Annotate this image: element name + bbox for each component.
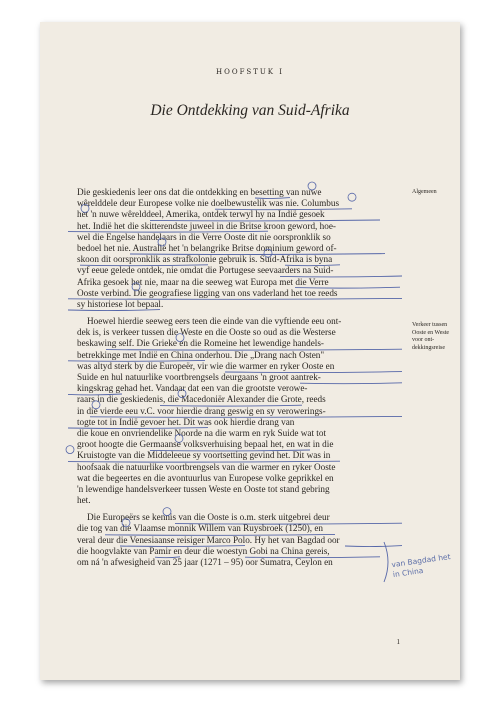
text-line: skoon dit oorspronklik as strafkolonie gebruik is. Suid-Afrika is byna — [77, 254, 333, 265]
text-line: raars in die geskiedenis, die Macedoniër Alexander die Grote, reeds — [77, 394, 326, 405]
text-line: het 'n nuwe wêrelddeel, Amerika, ontdek terwyl hy na Indië gesoek — [77, 209, 325, 220]
text-line: die tog van die Vlaamse monnik Willem van Ruysbroek (1250), en — [77, 523, 324, 534]
text-line: het. Indië het die skitterendste juweel in die Britse kroon geword, hoe- — [77, 220, 336, 231]
handwritten-margin-note: van Bagdad het in China — [390, 551, 452, 580]
text-line: in die vierde eeu v.C. voor hierdie drang geswig en sy verowerings- — [77, 405, 326, 416]
text-line: togte tot in Indië gevoer het. Dit was ook hierdie drang van — [77, 416, 295, 427]
text-line: die hoogvlakte van Pamir en deur die woestyn Gobi na China gereis, — [77, 545, 330, 556]
text-line: om ná 'n afwesigheid van 25 jaar (1271 – 95) oor Sumatra, Ceylon en — [77, 557, 333, 567]
text-line: veral deur die Venesiaanse reisiger Marco Polo. Hy het van Bagdad oor — [77, 534, 340, 545]
text-line: dek is, is verkeer tussen die Weste en die Ooste so oud as die Westerse — [77, 327, 336, 338]
text-line: kingskrag gehad het. Vandaar dat een van die grootste verowe- — [77, 383, 308, 394]
text-line: bedoel het nie. Australië het 'n belangrike Britse dominium geword of- — [77, 242, 337, 253]
text-line: hoofsaak die natuurlike voortbrengsels van die warmer en ryker Ooste — [77, 461, 336, 472]
text-line: Ooste verbind. Die geografiese ligging van ons vaderland het toe reeds — [77, 287, 338, 298]
text-line: Die Europeërs se kennis van die Ooste is o.m. sterk uitgebrei deur — [87, 512, 330, 523]
text-line: betrekkinge met Indië en China onderhou. Die „Drang nach Osten" — [77, 349, 325, 360]
circled-number-mark — [66, 446, 74, 454]
page-number: 1 — [396, 638, 400, 646]
text-line: wel die Engelse handelaars in die Verre Ooste dit nie oorspronklik so — [77, 231, 331, 242]
text-line: Die geskiedenis leer ons dat die ontdekking en besetting van nuwe — [77, 187, 322, 197]
text-line: was altyd sterk by die Europeër, vir wie die warmer en ryker Ooste en — [77, 360, 335, 371]
text-line: Kruistogte van die Middeleeue sy voortsetting gevind het. Dit was in — [77, 450, 331, 461]
text-line: die koue en onvriendelike Noorde na die warm en ryk Suide wat tot — [77, 427, 327, 438]
text-line: sy historiese lot bepaal. — [77, 298, 164, 309]
body-text — [77, 187, 401, 568]
margin-note-general: Algemeen — [412, 189, 437, 195]
text-line: wêrelddele deur Europese volke nie doelbewustelik was nie. Columbus — [77, 198, 340, 209]
text-line: het. — [77, 495, 91, 506]
text-line: Afrika gesoek het nie, maar na die seeweg wat Europa met die Verre — [77, 276, 329, 287]
text-line: vyf eeue gelede ontdek, nie omdat die Portugese seevaarders na Suid- — [77, 265, 334, 276]
book-page — [40, 22, 460, 680]
chapter-title: Die Ontdekking van Suid-Afrika — [150, 102, 350, 119]
text-line: beskawing self. Die Grieke en die Romeine het lewendige handels- — [77, 338, 324, 349]
margin-note-traffic: Verkeer tussen Ooste en Weste voor ont-dekkingsreise — [412, 322, 450, 351]
text-line: groot hoogte die Germaanse volksverhuising bepaal het, en wat in die — [77, 439, 334, 450]
text-line: Suide en hul natuurlike voortbrengsels deurgaans 'n groot aantrek- — [77, 372, 321, 382]
text-line: 'n lewendige handelsverkeer tussen Weste en Ooste tot stand gebring — [77, 483, 330, 494]
text-line: wat die begeertes en die avontuurlus van Europese volke geprikkel en — [77, 472, 334, 483]
chapter-label: HOOFSTUK I — [215, 68, 285, 76]
text-line: Hoewel hierdie seeweg eers teen die einde van die vyftiende eeu ont- — [87, 316, 342, 327]
